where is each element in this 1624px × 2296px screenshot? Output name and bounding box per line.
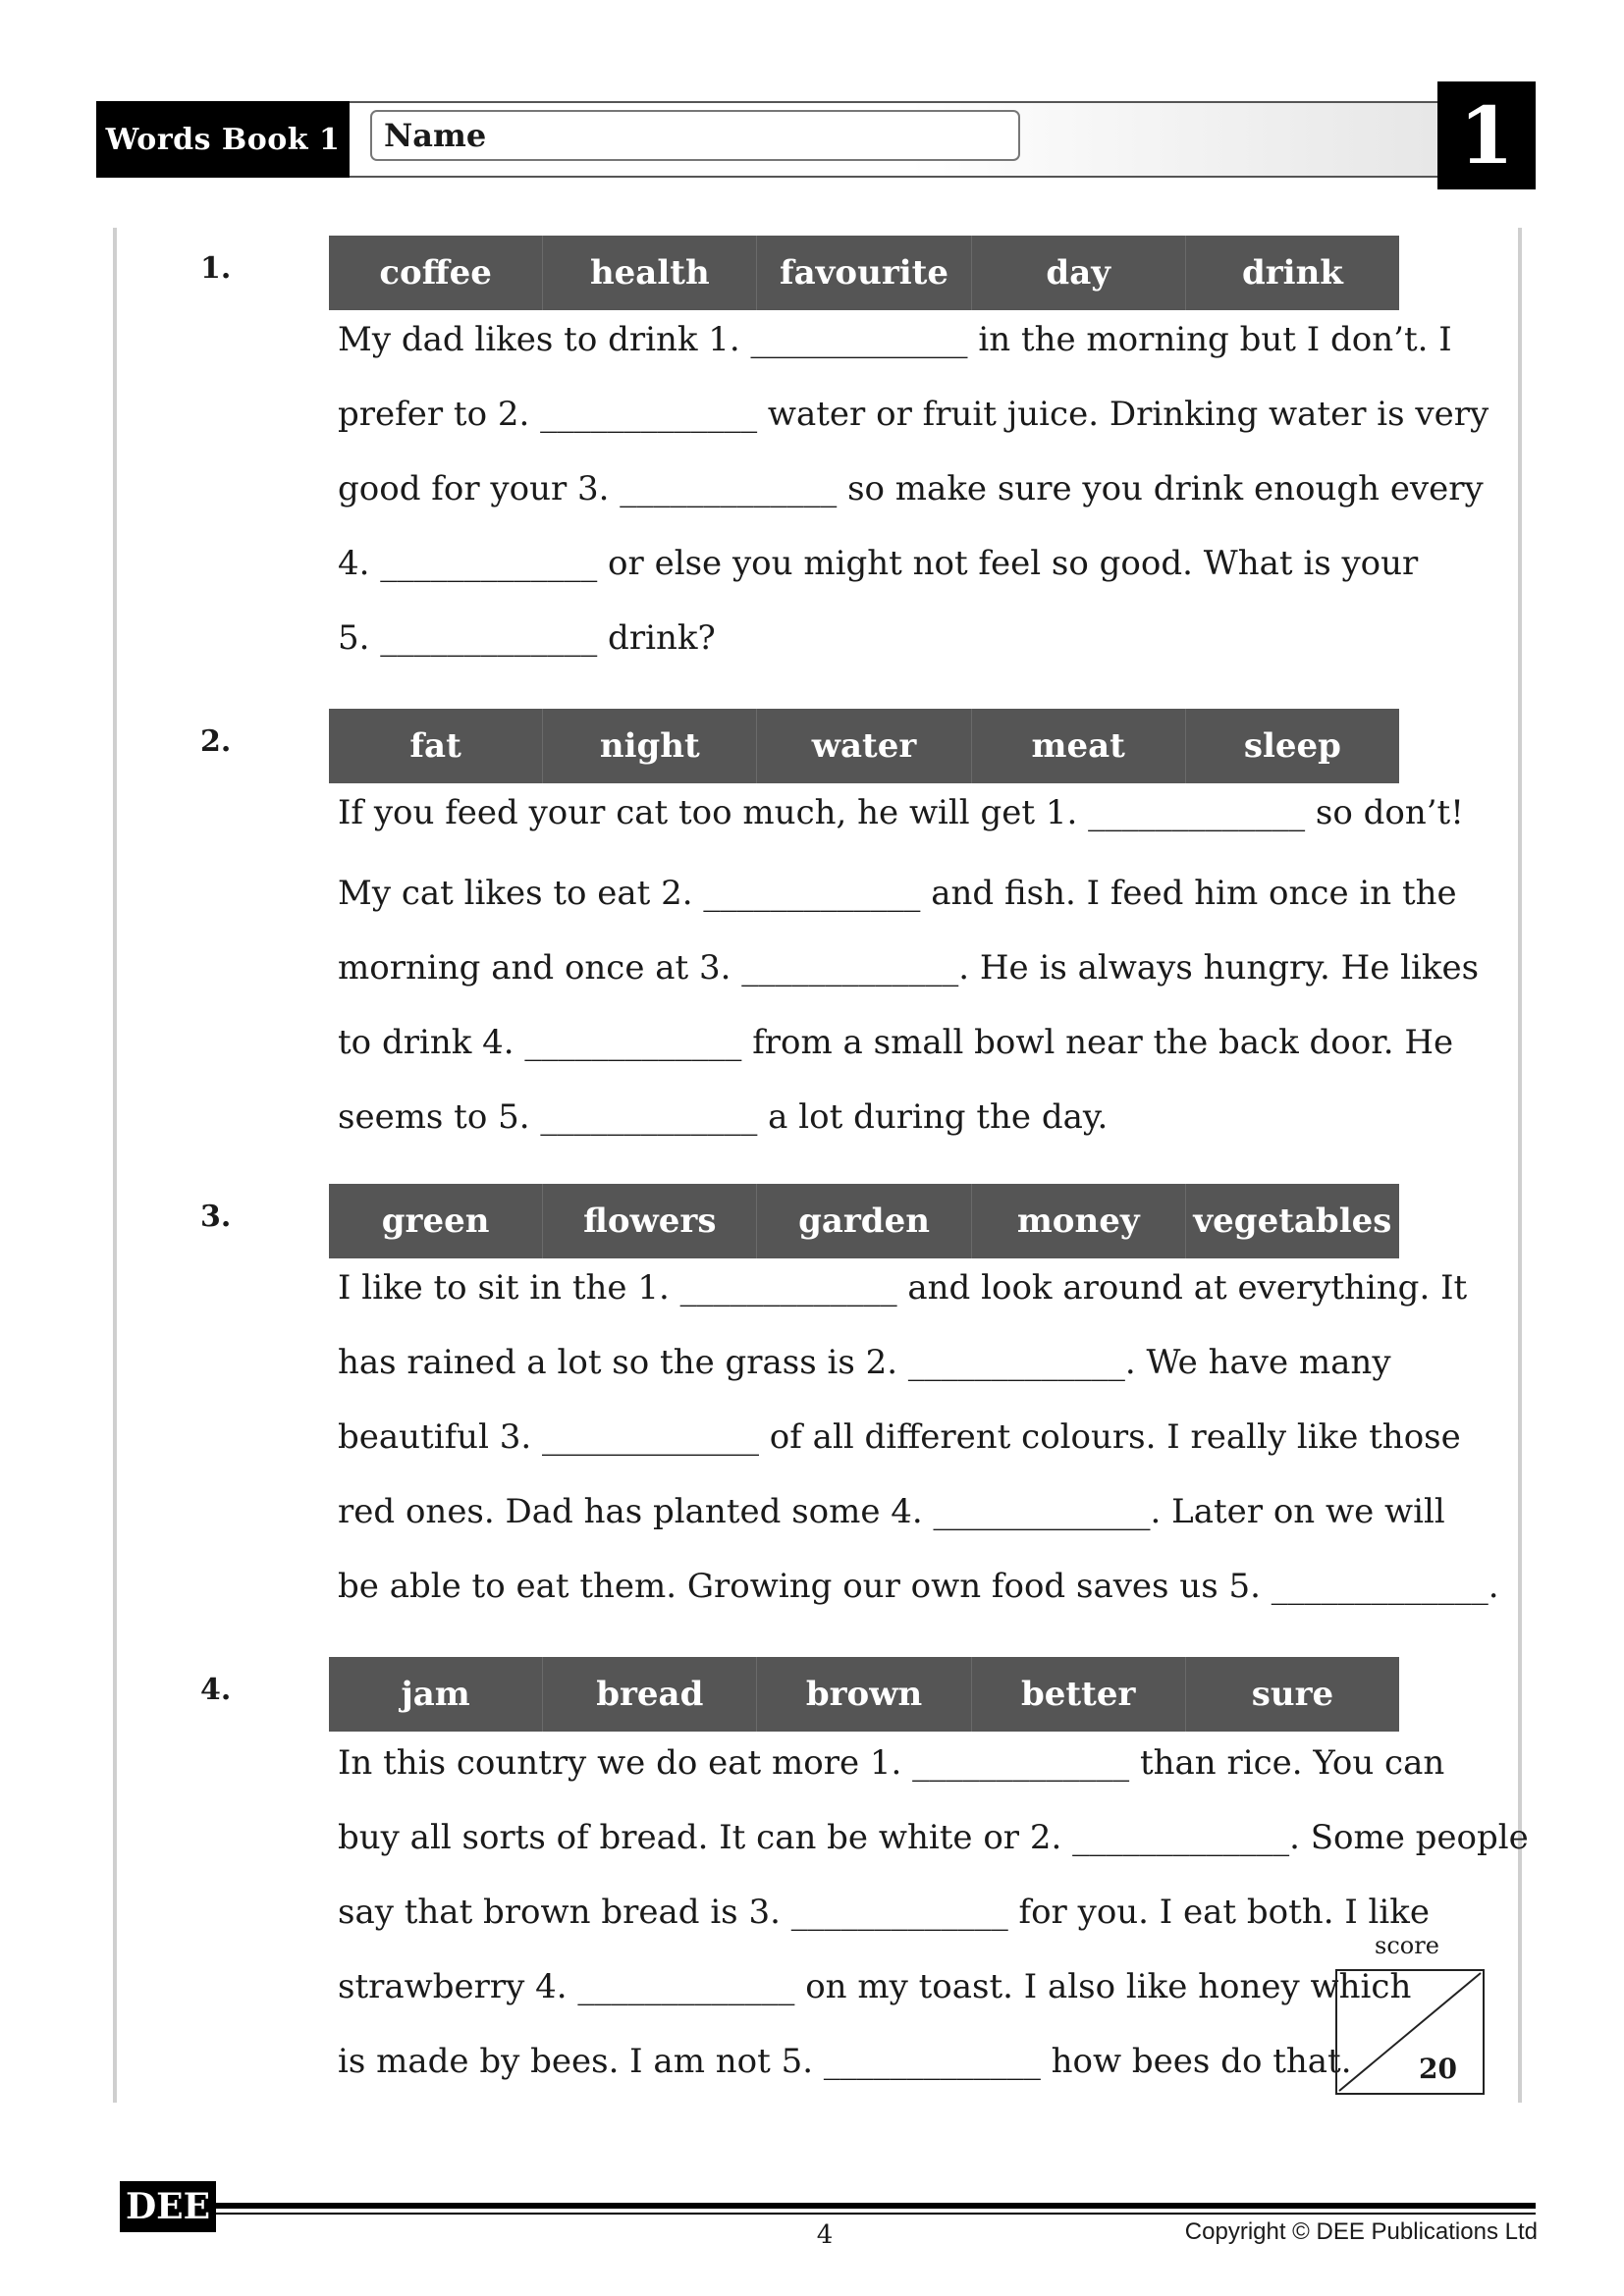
exercise-4-line-3: say that brown bread is 3. _____________ for you. I eat both. I like [338,1893,1431,1932]
word-bank-item: flowers [543,1184,757,1258]
word-bank-item: bread [543,1657,757,1732]
word-bank-item: garden [757,1184,971,1258]
word-bank-item: day [972,236,1186,310]
publisher-logo: DEE [120,2181,216,2232]
score-label: score [1375,1932,1439,1959]
exercise-3-word-bank [329,1184,1399,1258]
exercise-3-line-5: be able to eat them. Growing our own food saves us 5. _____________. [338,1567,1499,1606]
exercise-1-number: 1. [200,251,232,286]
exercise-3-line-4: red ones. Dad has planted some 4. _____________. Later on we will [338,1492,1445,1531]
word-bank-item: coffee [329,236,543,310]
word-bank-item: sleep [1243,726,1341,766]
exercise-3-number: 3. [200,1200,232,1234]
exercise-4-line-1: In this country we do eat more 1. _____________ than rice. You can [338,1743,1445,1783]
word-bank-item: vegetables [1193,1201,1392,1241]
exercise-3-line-3: beautiful 3. _____________ of all different colours. I really like those [338,1417,1461,1457]
exercise-4-line-2: buy all sorts of bread. It can be white or 2. _____________. Some people [338,1818,1529,1857]
name-field[interactable] [370,110,1020,161]
book-label: Words Book 1 [96,101,350,178]
score-total: 20 [1419,2053,1457,2085]
word-bank-item: night [543,709,757,783]
exercise-4-number: 4. [200,1673,232,1707]
exercise-1-line-1: My dad likes to drink 1. _____________ in the morning but I don’t. I [338,320,1452,359]
word-bank-item: jam [329,1657,543,1732]
exercise-1-line-5: 5. _____________ drink? [338,618,716,658]
word-bank-item: sure [1251,1675,1334,1714]
footer-rule [216,2203,1536,2209]
exercise-2-line-3: morning and once at 3. _____________. He is always hungry. He likes [338,948,1480,988]
exercise-2-number: 2. [200,724,232,759]
exercise-3-line-1: I like to sit in the 1. _____________ and look around at everything. It [338,1268,1468,1308]
copyright: Copyright © DEE Publications Ltd [1184,2218,1538,2245]
exercise-4-word-bank [329,1657,1399,1732]
word-bank-item: green [329,1184,543,1258]
word-bank-item: better [972,1657,1186,1732]
name-label: Name [384,117,487,154]
word-bank-item: drink [1241,253,1343,293]
exercise-2-line-5: seems to 5. _____________ a lot during the day. [338,1097,1109,1137]
exercise-1-line-3: good for your 3. _____________ so make sure you drink enough every [338,469,1484,508]
exercise-1-word-bank [329,236,1399,310]
word-bank-item: meat [972,709,1186,783]
exercise-2-line-1: If you feed your cat too much, he will get 1. _____________ so don’t! [338,793,1464,832]
exercise-1-line-4: 4. _____________ or else you might not feel so good. What is your [338,544,1419,583]
page-number: 4 [816,2220,834,2250]
word-bank-item: money [972,1184,1186,1258]
unit-number: 1 [1437,81,1536,189]
score-diagonal [1337,1971,1483,2093]
left-margin-rule [113,228,117,2103]
word-bank-item: favourite [757,236,971,310]
exercise-4-line-5: is made by bees. I am not 5. _____________ how bees do that. [338,2042,1352,2081]
footer-rule-thin [216,2213,1536,2215]
exercise-4-line-4: strawberry 4. _____________ on my toast. I also like honey which [338,1967,1412,2006]
word-bank-item: health [543,236,757,310]
word-bank-item: water [757,709,971,783]
word-bank-item: fat [329,709,543,783]
exercise-2-word-bank [329,709,1399,783]
exercise-3-line-2: has rained a lot so the grass is 2. _____________. We have many [338,1343,1391,1382]
score-box[interactable] [1335,1969,1485,2095]
exercise-2-line-2: My cat likes to eat 2. _____________ and fish. I feed him once in the [338,874,1457,913]
word-bank-item: brown [757,1657,971,1732]
exercise-1-line-2: prefer to 2. _____________ water or fruit juice. Drinking water is very [338,395,1489,434]
exercise-2-line-4: to drink 4. _____________ from a small bowl near the back door. He [338,1023,1454,1062]
